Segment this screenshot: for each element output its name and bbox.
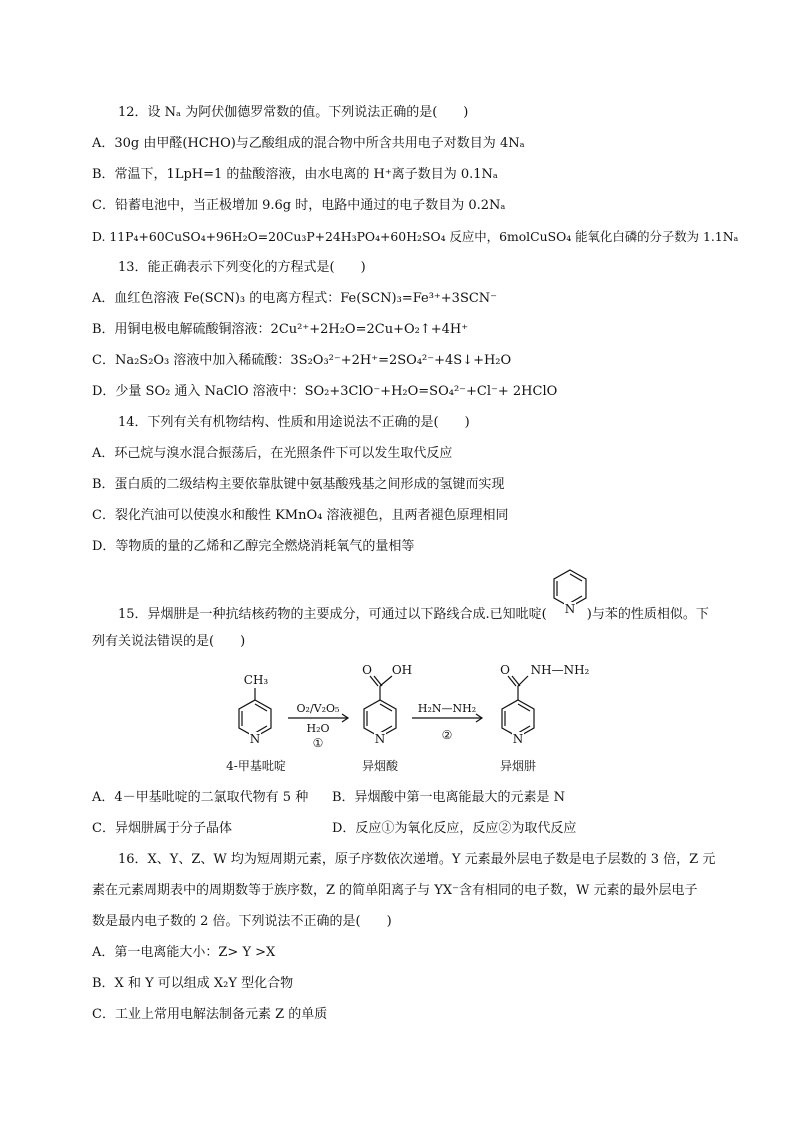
step-2-label: ② (441, 728, 453, 742)
question-16-option-b: B．X 和 Y 可以组成 X₂Y 型化合物 (92, 976, 294, 991)
question-12-option-c: C．铅蓄电池中，当正极增加 9.6g 时，电路中通过的电子数目为 0.2Nₐ (92, 198, 506, 213)
step-1-label: ① (312, 736, 324, 750)
question-14-option-d: D．等物质的量的乙烯和乙醇完全燃烧消耗氧气的量相等 (92, 539, 415, 554)
pyridine-n-label: N (564, 602, 576, 616)
pyridine-structure-inline (548, 566, 592, 622)
reagent-1-top: O₂/V₂O₅ (296, 702, 340, 715)
reagent-1-bottom: H₂O (306, 722, 330, 735)
question-15-option-a: A．4－甲基吡啶的二氯取代物有 5 种 (92, 790, 309, 805)
hydroxyl-label: OH (391, 663, 413, 677)
question-13-option-c: C．Na₂S₂O₃ 溶液中加入稀硫酸：3S₂O₃²⁻+2H⁺=2SO₄²⁻+4S↓+H₂O (92, 353, 512, 368)
compound-name-1: 4-甲基吡啶 (226, 759, 286, 773)
question-13-stem: 13．能正确表示下列变化的方程式是( ) (118, 260, 366, 275)
question-16-option-c: C．工业上常用电解法制备元素 Z 的单质 (92, 1007, 328, 1022)
question-15-stem-part1: 15．异烟肼是一种抗结核药物的主要成分，可通过以下路线合成.已知吡啶( (118, 607, 547, 622)
methyl-label: CH₃ (243, 673, 269, 687)
question-12-option-b: B．常温下，1LpH=1 的盐酸溶液，由水电离的 H⁺离子数目为 0.1Nₐ (92, 167, 498, 182)
carbonyl-o-label: O (362, 663, 372, 677)
question-13-option-a: A．血红色溶液 Fe(SCN)₃ 的电离方程式：Fe(SCN)₃=Fe³⁺+3SCN⁻ (92, 291, 498, 306)
question-14-option-b: B．蛋白质的二级结构主要依靠肽键中氨基酸残基之间形成的氢键而实现 (92, 477, 505, 492)
ring2-n-label: N (374, 732, 386, 746)
synthesis-scheme (220, 662, 620, 778)
ring3-n-label: N (512, 732, 524, 746)
amide-o-label: O (500, 663, 510, 677)
ring1-n-label: N (249, 732, 261, 746)
question-15-option-d: D．反应①为氧化反应，反应②为取代反应 (332, 821, 577, 836)
question-14-option-a: A．环己烷与溴水混合振荡后，在光照条件下可以发生取代反应 (92, 446, 453, 461)
question-16-stem-line1: 16．X、Y、Z、W 均为短周期元素，原子序数依次递增。Y 元素最外层电子数是电子层数的 3 倍，Z 元 (118, 852, 716, 867)
question-13-option-b: B．用铜电极电解硫酸铜溶液：2Cu²⁺+2H₂O=2Cu+O₂↑+4H⁺ (92, 322, 469, 337)
question-15-option-b: B．异烟酸中第一电离能最大的元素是 N (332, 790, 566, 805)
question-15-option-c: C．异烟肼属于分子晶体 (92, 821, 232, 836)
question-12-option-d: D. 11P₄+60CuSO₄+96H₂O=20Cu₃P+24H₃PO₄+60H₂SO₄ 反应中，6molCuSO₄ 能氧化白磷的分子数为 1.1Nₐ (92, 229, 739, 244)
compound-name-2: 异烟酸 (361, 759, 399, 773)
question-13-option-d: D．少量 SO₂ 通入 NaClO 溶液中：SO₂+3ClO⁻+H₂O=SO₄²⁻+Cl⁻+ 2HClO (92, 384, 558, 399)
reagent-2-top: H₂N—NH₂ (417, 702, 477, 715)
question-14-stem: 14．下列有关有机物结构、性质和用途说法不正确的是( ) (118, 415, 470, 430)
question-12-stem: 12．设 Nₐ 为阿伏伽德罗常数的值。下列说法正确的是( ) (118, 105, 469, 120)
question-16-option-a: A．第一电离能大小：Z> Y >X (92, 945, 276, 960)
question-14-option-c: C．裂化汽油可以使溴水和酸性 KMnO₄ 溶液褪色，且两者褪色原理相同 (92, 508, 509, 523)
question-15-stem-line2: 列有关说法错误的是( ) (92, 634, 246, 649)
compound-name-3: 异烟肼 (499, 759, 537, 773)
question-15-stem-part2: )与苯的性质相似。下 (586, 607, 709, 622)
question-16-stem-line2: 素在元素周期表中的周期数等于族序数，Z 的简单阳离子与 YX⁻含有相同的电子数，W 元素的最外层电子 (92, 883, 698, 898)
question-16-stem-line3: 数是最内电子数的 2 倍。下列说法不正确的是( ) (92, 914, 392, 929)
question-12-option-a: A．30g 由甲醛(HCHO)与乙酸组成的混合物中所含共用电子对数目为 4Nₐ (92, 136, 525, 151)
hydrazide-label: NH—NH₂ (530, 663, 590, 677)
question-15-stem-line1 (118, 606, 709, 624)
